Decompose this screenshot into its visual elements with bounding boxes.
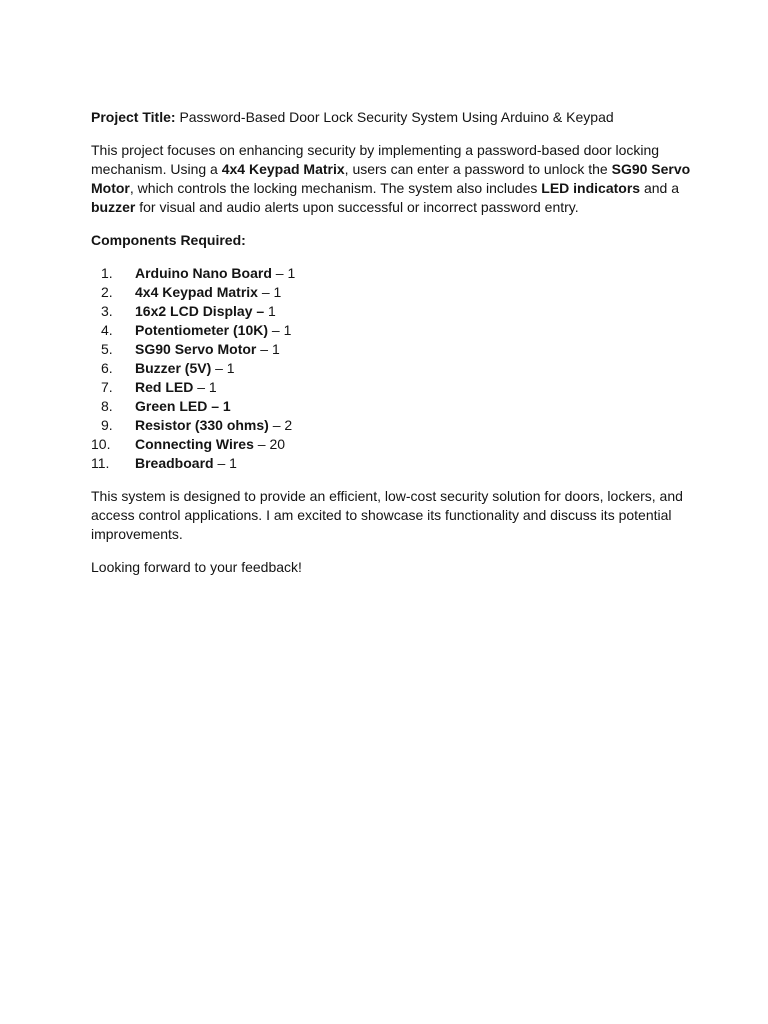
list-item-qty: – 1	[271, 265, 296, 281]
list-item-number: 8.	[101, 398, 113, 414]
list-item-qty: – 1	[193, 379, 217, 395]
list-item-number: 1.	[101, 265, 113, 281]
list-item-name: Breadboard	[135, 455, 214, 471]
list-item-qty: 1	[264, 303, 276, 319]
project-title-label: Project Title:	[91, 109, 176, 125]
intro-text-1: This project focuses on enhancing security by implementing a password-based door locking mechanism. Using a	[91, 142, 660, 177]
list-item-name: Potentiometer (10K)	[135, 322, 269, 338]
intro-bold-keypad: 4x4 Keypad Matrix	[221, 161, 345, 177]
list-item	[91, 416, 691, 435]
list-item-name: 4x4 Keypad Matrix	[135, 284, 258, 300]
list-item-number: 6.	[101, 360, 113, 376]
intro-bold-led: LED indicators	[541, 180, 641, 196]
intro-bold-buzzer: buzzer	[91, 199, 136, 215]
list-item-number: 2.	[101, 284, 113, 300]
intro-text-3: , which controls the locking mechanism. The system also includes	[129, 180, 542, 196]
components-heading: Components Required:	[91, 232, 246, 248]
list-item-qty: – 1	[211, 360, 235, 376]
list-item-number: 7.	[101, 379, 113, 395]
list-item	[91, 302, 691, 321]
intro-text-4: and a	[640, 180, 679, 196]
list-item	[91, 283, 691, 302]
list-item-qty: – 1	[268, 322, 292, 338]
list-item-name: Buzzer (5V)	[135, 360, 212, 376]
list-item	[91, 378, 691, 397]
list-item-number: 9.	[101, 417, 113, 433]
list-item-qty: – 1	[257, 284, 282, 300]
list-item	[91, 264, 691, 283]
list-item-number: 5.	[101, 341, 113, 357]
list-item-qty: – 20	[253, 436, 286, 452]
list-item-name: 16x2 LCD Display –	[135, 303, 265, 319]
list-item-qty: – 1	[256, 341, 280, 357]
list-item-name: Connecting Wires	[135, 436, 254, 452]
list-item-number: 3.	[101, 303, 113, 319]
list-item-qty: – 1	[213, 455, 237, 471]
project-title-line	[91, 108, 691, 127]
list-item-number: 10.	[91, 436, 111, 452]
project-title-text: Password-Based Door Lock Security System Using Arduino & Keypad	[179, 109, 614, 125]
intro-bold-servo: SG90 Servo Motor	[91, 161, 691, 196]
intro-paragraph	[91, 141, 691, 217]
components-list	[91, 264, 691, 473]
list-item	[91, 454, 691, 473]
list-item-qty: – 2	[268, 417, 293, 433]
list-item-name: Resistor (330 ohms)	[135, 417, 269, 433]
document-body	[91, 108, 691, 591]
list-item	[91, 321, 691, 340]
list-item-number: 11.	[91, 455, 110, 471]
list-item-name: Green LED – 1	[135, 398, 231, 414]
list-item-number: 4.	[101, 322, 113, 338]
signoff-line: Looking forward to your feedback!	[91, 559, 302, 575]
list-item-name: Red LED	[135, 379, 194, 395]
closing-paragraph: This system is designed to provide an efficient, low-cost security solution for doors, lockers, and access control applications. I am excited to showcase its functionality and discuss its potential improvements.	[91, 488, 683, 542]
list-item	[91, 435, 691, 454]
list-item	[91, 359, 691, 378]
intro-text-2: , users can enter a password to unlock the	[344, 161, 612, 177]
list-item-name: SG90 Servo Motor	[135, 341, 257, 357]
list-item-name: Arduino Nano Board	[135, 265, 272, 281]
list-item	[91, 397, 691, 416]
intro-text-5: for visual and audio alerts upon successful or incorrect password entry.	[135, 199, 579, 215]
list-item	[91, 340, 691, 359]
